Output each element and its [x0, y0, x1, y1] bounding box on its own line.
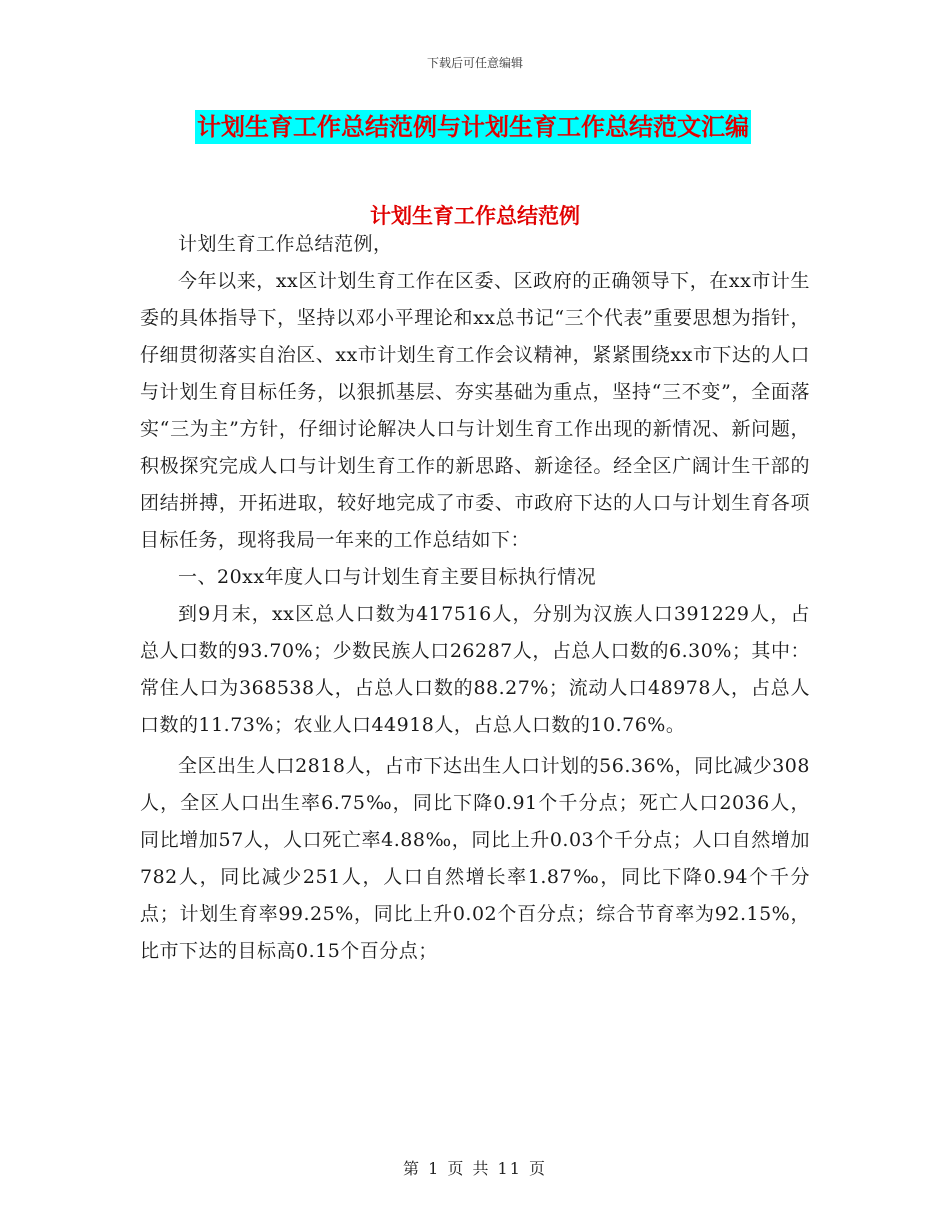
document-subtitle: 计划生育工作总结范例 [370, 204, 580, 228]
header-note: 下载后可任意编辑 [426, 56, 523, 70]
paragraph: 一、20xx年度人口与计划生育主要目标执行情况 [178, 566, 597, 588]
document-title: 计划生育工作总结范例与计划生育工作总结范文汇编 [195, 110, 751, 144]
paragraph: 计划生育工作总结范例， [178, 233, 393, 255]
page-footer: 第 1 页 共 11 页 [403, 1159, 547, 1178]
paragraph: 到9月末，xx区总人口数为417516人，分别为汉族人口391229人，占总人口数的93.70%；少数民族人口26287人，占总人口数的6.30%；其中：常住人口为368538人，占总人口数的88.27%；流动人口48978人，占总人口数的11.73%；农业人口44918人，占总人口数的10.76%。 [140, 603, 810, 736]
paragraph: 今年以来，xx区计划生育工作在区委、区政府的正确领导下，在xx市计生委的具体指导下，坚持以邓小平理论和xx总书记“三个代表”重要思想为指针，仔细贯彻落实自治区、xx市计划生育工作会议精神，紧紧围绕xx市下达的人口与计划生育目标任务，以狠抓基层、夯实基础为重点，坚持“三不变”，全面落实“三为主”方针，仔细讨论解决人口与计划生育工作出现的新情况、新问题，积极探究完成人口与计划生育工作的新思路、新途径。经全区广阔计生干部的团结拼搏，开拓进取，较好地完成了市委、市政府下达的人口与计划生育各项目标任务，现将我局一年来的工作总结如下： [140, 270, 810, 551]
document-body [140, 226, 810, 970]
paragraph: 全区出生人口2818人，占市下达出生人口计划的56.36%，同比减少308人，全区人口出生率6.75‰，同比下降0.91个千分点；死亡人口2036人，同比增加57人，人口死亡率4.88‰，同比上升0.03个千分点；人口自然增加782人，同比减少251人，人口自然增长率1.87‰，同比下降0.94个千分点；计划生育率99.25%，同比上升0.02个百分点；综合节育率为92.15%，比市下达的目标高0.15个百分点； [140, 755, 810, 962]
